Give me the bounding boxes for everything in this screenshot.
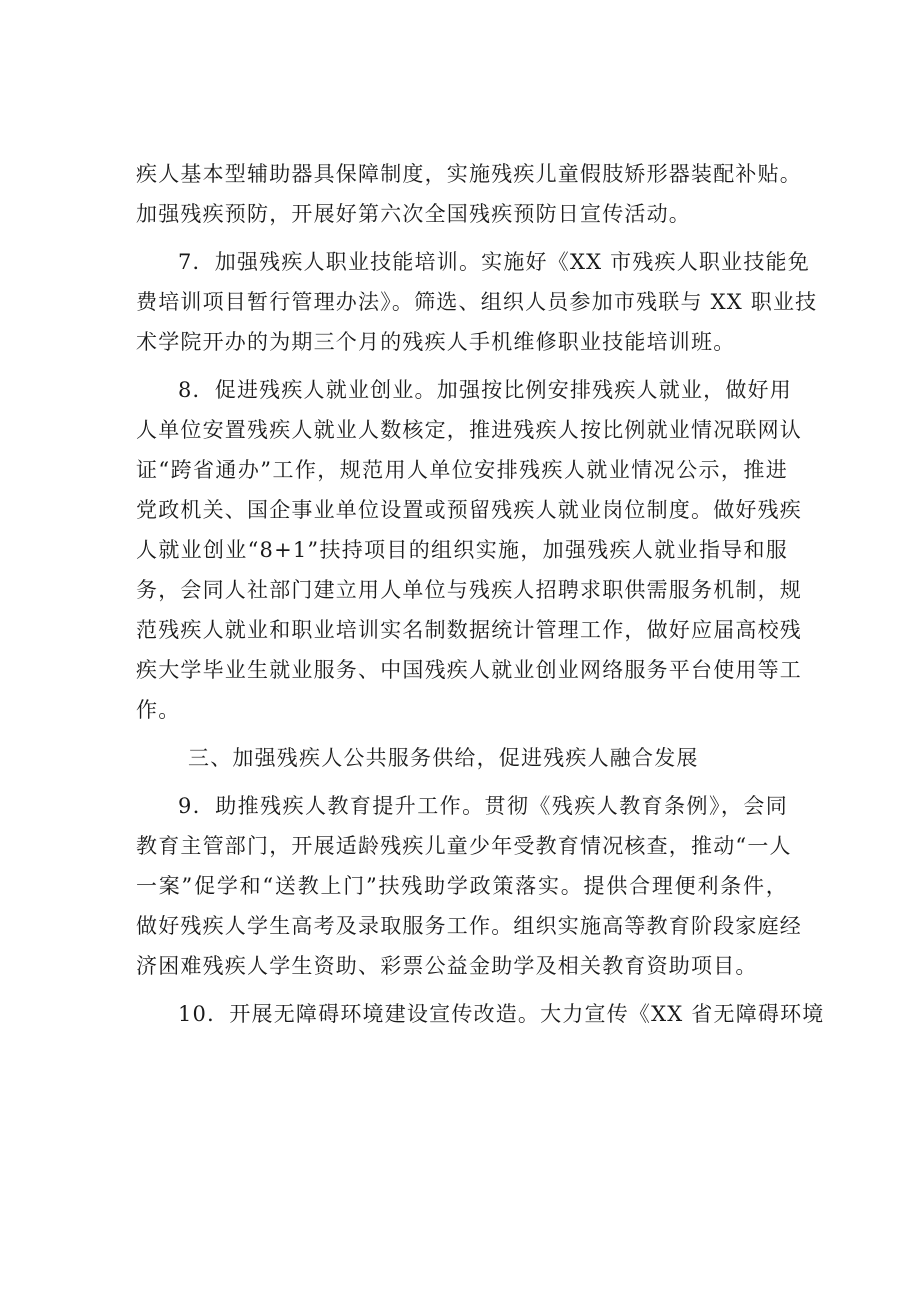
text-line: 党政机关、国企事业单位设置或预留残疾人就业岗位制度。做好残疾: [136, 498, 802, 522]
paragraph-item-10: [136, 994, 825, 1034]
text-line: 做好残疾人学生高考及录取服务工作。组织实施高等教育阶段家庭经: [136, 914, 802, 938]
paragraph-item-7: [136, 242, 818, 362]
text-line: 9．助推残疾人教育提升工作。贯彻《残疾人教育条例》，会同: [178, 794, 788, 818]
section-heading-3: [136, 738, 788, 778]
text-line: 教育主管部门，开展适龄残疾儿童少年受教育情况核查，推动“一人: [136, 834, 792, 858]
paragraph-item-8: [136, 370, 802, 730]
section-heading-text: 三、加强残疾人公共服务供给，促进残疾人融合发展: [188, 746, 699, 770]
text-line: 务，会同人社部门建立用人单位与残疾人招聘求职供需服务机制，规: [136, 578, 802, 602]
text-line: 范残疾人就业和职业培训实名制数据统计管理工作，做好应届高校残: [136, 618, 802, 642]
text-line: 8．促进残疾人就业创业。加强按比例安排残疾人就业，做好用: [178, 378, 792, 402]
text-line: 作。: [136, 698, 181, 722]
text-line: 疾大学毕业生就业服务、中国残疾人就业创业网络服务平台使用等工: [136, 658, 802, 682]
text-line: 术学院开办的为期三个月的残疾人手机维修职业技能培训班。: [136, 330, 736, 354]
text-line: 加强残疾预防，开展好第六次全国残疾预防日宣传活动。: [136, 202, 691, 226]
text-line: 10．开展无障碍环境建设宣传改造。大力宣传《XX 省无障碍环境: [178, 1002, 825, 1026]
text-line: 费培训项目暂行管理办法》。筛选、组织人员参加市残联与 XX 职业技: [136, 290, 818, 314]
paragraph-item-9: [136, 786, 802, 986]
paragraph-continued: [136, 154, 802, 234]
text-line: 济困难残疾人学生资助、彩票公益金助学及相关教育资助项目。: [136, 954, 758, 978]
document-body: [136, 154, 825, 1034]
text-line: 人单位安置残疾人就业人数核定，推进残疾人按比例就业情况联网认: [136, 418, 802, 442]
text-line: 证“跨省通办”工作，规范用人单位安排残疾人就业情况公示，推进: [136, 458, 788, 482]
text-line: 人就业创业“8+1”扶持项目的组织实施，加强残疾人就业指导和服: [136, 538, 788, 562]
text-line: 疾人基本型辅助器具保障制度，实施残疾儿童假肢矫形器装配补贴。: [136, 162, 802, 186]
text-line: 7．加强残疾人职业技能培训。实施好《XX 市残疾人职业技能免: [178, 250, 810, 274]
text-line: 一案”促学和“送教上门”扶残助学政策落实。提供合理便利条件，: [136, 874, 788, 898]
